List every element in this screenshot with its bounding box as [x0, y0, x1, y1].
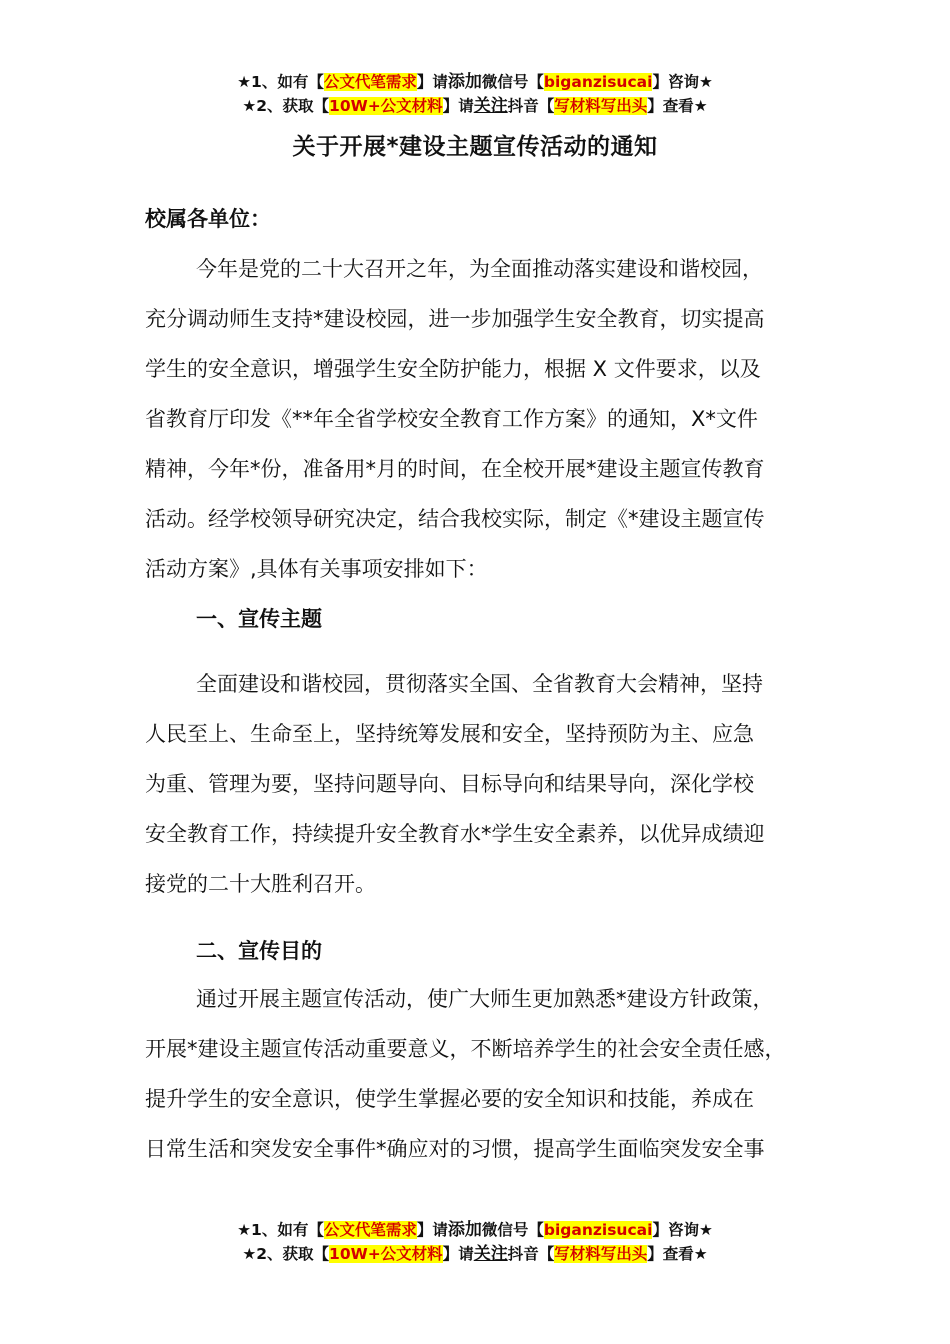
douyin-id-highlight: 写材料写出头	[554, 1245, 648, 1263]
banner-text: 】咨询★	[652, 1221, 713, 1239]
banner-text: 】咨询★	[652, 73, 713, 91]
banner-line-2	[0, 1242, 950, 1266]
banner-line-2	[0, 94, 950, 118]
banner-emphasis: 关注	[473, 1244, 508, 1264]
paragraph-line: 今年是党的二十大召开之年，为全面推动落实建设和谐校园，	[196, 257, 763, 281]
banner-highlight: 公文代笔需求	[323, 73, 417, 91]
paragraph-line: 活动方案》,具体有关事项安排如下：	[145, 557, 488, 581]
banner-emphasis: 添加	[447, 1220, 482, 1240]
section-purpose-paragraph	[145, 974, 835, 1174]
wechat-id-highlight: biganzisucai	[543, 73, 653, 91]
banner-text: ★1、如有【	[237, 1221, 324, 1239]
banner-emphasis: 添加	[447, 72, 482, 92]
paragraph-line: 提升学生的安全意识，使学生掌握必要的安全知识和技能，养成在	[145, 1087, 754, 1111]
banner-line-1	[0, 1218, 950, 1242]
paragraph-line: 接党的二十大胜利召开。	[145, 872, 376, 896]
banner-text: 抖音【	[507, 97, 555, 115]
wechat-id-highlight: biganzisucai	[543, 1221, 653, 1239]
paragraph-line: 充分调动师生支持*建设校园，进一步加强学生安全教育，切实提高	[145, 307, 765, 331]
banner-text: 】查看★	[647, 1245, 708, 1263]
banner-text: 】请	[442, 97, 474, 115]
banner-text: 微信号【	[481, 1221, 544, 1239]
section-heading-purpose: 二、宣传目的	[196, 939, 322, 963]
banner-highlight: 10W+公文材料	[329, 1245, 443, 1263]
paragraph-line: 开展*建设主题宣传活动重要意义，不断培养学生的社会安全责任感，	[145, 1037, 786, 1061]
paragraph-line: 精神，今年*份，准备用*月的时间，在全校开展*建设主题宣传教育	[145, 457, 765, 481]
section-theme-paragraph	[145, 659, 835, 909]
banner-line-1	[0, 70, 950, 94]
document-title: 关于开展*建设主题宣传活动的通知	[292, 134, 658, 160]
banner-text: ★2、获取【	[242, 97, 330, 115]
intro-paragraph	[145, 244, 835, 594]
banner-text: 】请	[442, 1245, 474, 1263]
paragraph-line: 日常生活和突发安全事件*确应对的习惯，提高学生面临突发安全事	[145, 1137, 765, 1161]
banner-text: 】查看★	[647, 97, 708, 115]
salutation: 校属各单位：	[145, 207, 271, 231]
douyin-id-highlight: 写材料写出头	[554, 97, 648, 115]
paragraph-line: 为重、管理为要，坚持问题导向、目标导向和结果导向，深化学校	[145, 772, 754, 796]
banner-highlight: 10W+公文材料	[329, 97, 443, 115]
banner-emphasis: 关注	[473, 96, 508, 116]
paragraph-line: 全面建设和谐校园，贯彻落实全国、全省教育大会精神，坚持	[196, 672, 763, 696]
banner-highlight: 公文代笔需求	[323, 1221, 417, 1239]
banner-text: 抖音【	[507, 1245, 555, 1263]
banner-text: ★1、如有【	[237, 73, 324, 91]
paragraph-line: 人民至上、生命至上，坚持统筹发展和安全，坚持预防为主、应急	[145, 722, 754, 746]
header-banner	[0, 70, 950, 118]
banner-text: ★2、获取【	[242, 1245, 330, 1263]
paragraph-line: 安全教育工作，持续提升安全教育水*学生安全素养，以优异成绩迎	[145, 822, 765, 846]
footer-banner	[0, 1218, 950, 1266]
paragraph-line: 省教育厅印发《**年全省学校安全教育工作方案》的通知，X*文件	[145, 407, 758, 431]
paragraph-line: 通过开展主题宣传活动，使广大师生更加熟悉*建设方针政策，	[196, 987, 774, 1011]
banner-text: 】请	[416, 73, 448, 91]
banner-text: 微信号【	[481, 73, 544, 91]
paragraph-line: 活动。经学校领导研究决定，结合我校实际，制定《*建设主题宣传	[145, 507, 765, 531]
paragraph-line: 学生的安全意识，增强学生安全防护能力，根据 X 文件要求，以及	[145, 357, 761, 381]
section-heading-theme: 一、宣传主题	[196, 607, 322, 631]
banner-text: 】请	[416, 1221, 448, 1239]
